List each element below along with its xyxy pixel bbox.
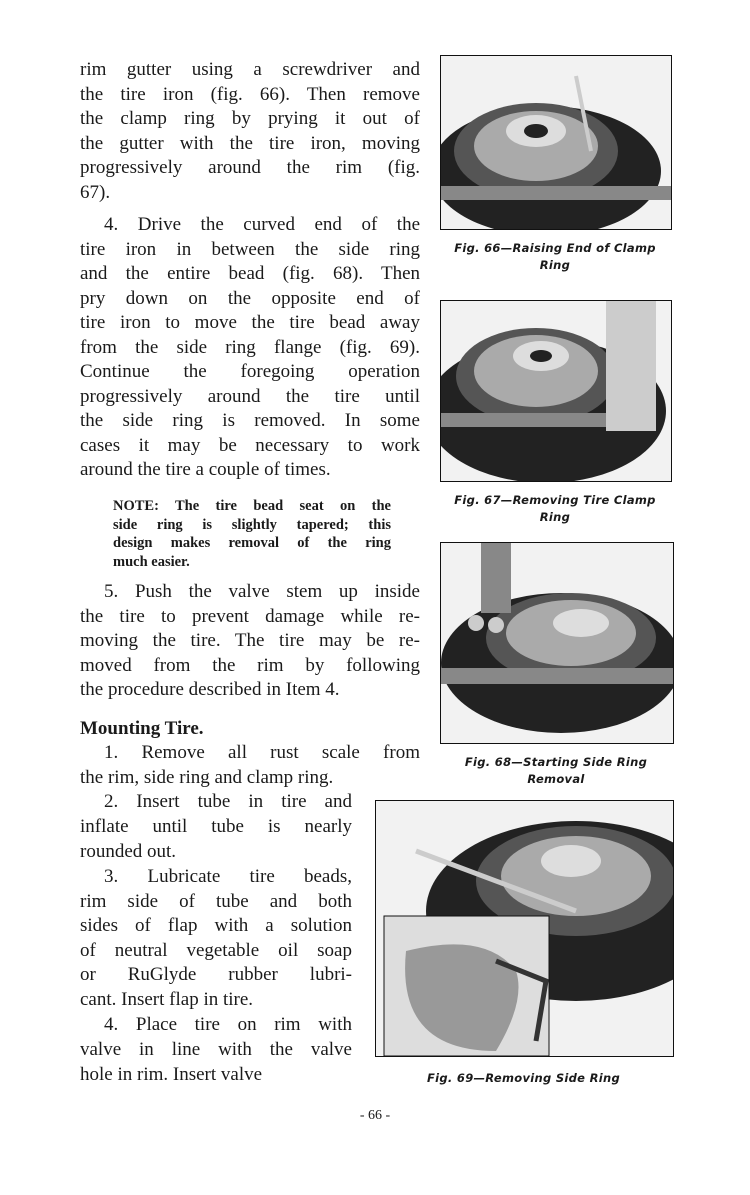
note-line: design makes removal of the ring — [113, 535, 391, 551]
caption-line: Ring — [539, 510, 571, 524]
mounting-tire-heading: Mounting Tire. — [80, 718, 204, 739]
fig-66-image — [440, 55, 672, 230]
fig-69-image — [375, 800, 674, 1057]
text-line: 67). — [80, 182, 111, 203]
text-line: the gutter with the tire iron, moving — [80, 132, 420, 154]
text-line: the rim, side ring and clamp ring. — [80, 766, 334, 788]
text-line: 1. Remove all rust scale from — [104, 742, 420, 763]
caption-line: Ring — [539, 258, 571, 272]
fig-67-caption — [440, 492, 670, 526]
text-line: the side ring is removed. In some — [80, 410, 420, 431]
text-line: sides of flap with a solution — [80, 915, 352, 937]
page-number: - 66 - — [359, 1108, 391, 1123]
text-line: tire iron to move the tire bead away — [80, 312, 420, 333]
fig-69-caption — [375, 1070, 672, 1087]
fig-68-caption — [440, 754, 672, 788]
text-line: cases it may be necessary to work — [80, 434, 420, 456]
text-line: or RuGlyde rubber lubri- — [80, 964, 352, 986]
text-line: the tire to prevent damage while re- — [80, 605, 420, 627]
text-line: pry down on the opposite end of — [80, 287, 420, 309]
text-line: around the tire a couple of times. — [80, 459, 331, 480]
fig-66-caption — [440, 240, 670, 274]
text-line: 4. Drive the curved end of the — [104, 214, 420, 235]
text-line: progressively around the tire until — [80, 385, 420, 407]
text-line: valve in line with the valve — [80, 1038, 352, 1060]
text-line: Continue the foregoing operation — [80, 361, 420, 382]
text-line: the tire iron (fig. 66). Then remove — [80, 83, 420, 105]
text-line: rim side of tube and both — [80, 890, 352, 912]
text-line: inflate until tube is nearly — [80, 815, 352, 837]
caption-line: Fig. 68—Starting Side Ring — [464, 755, 648, 769]
text-line: hole in rim. Insert valve — [80, 1063, 263, 1085]
text-line: tire iron in between the side ring — [80, 238, 420, 260]
caption-line: Fig. 69—Removing Side Ring — [426, 1071, 620, 1085]
text-line: progressively around the rim (fig. — [80, 157, 420, 179]
caption-line: Fig. 67—Removing Tire Clamp — [454, 493, 656, 507]
text-line: moved from the rim by following — [80, 654, 420, 676]
text-line: 5. Push the valve stem up inside — [104, 581, 420, 602]
note-line: much easier. — [113, 553, 190, 570]
text-line: 4. Place tire on rim with — [104, 1014, 352, 1035]
text-line: the procedure described in Item 4. — [80, 679, 340, 700]
text-line: cant. Insert flap in tire. — [80, 989, 254, 1010]
caption-line: Fig. 66—Raising End of Clamp — [454, 241, 656, 255]
caption-line: Removal — [527, 772, 585, 786]
text-line: moving the tire. The tire may be re- — [80, 630, 420, 651]
note-line: NOTE: The tire bead seat on the — [113, 498, 391, 514]
text-line: 2. Insert tube in tire and — [104, 791, 352, 812]
fig-68-image — [440, 542, 674, 744]
text-line: the clamp ring by prying it out of — [80, 108, 420, 130]
fig-67-image — [440, 300, 672, 482]
text-line: rim gutter using a screwdriver and — [80, 59, 420, 80]
note-line: side ring is slightly tapered; this — [113, 516, 391, 533]
text-line: from the side ring flange (fig. 69). — [80, 336, 420, 358]
text-line: rounded out. — [80, 840, 177, 862]
text-line: and the entire bead (fig. 68). Then — [80, 263, 420, 284]
text-line: 3. Lubricate tire beads, — [104, 866, 352, 887]
text-line: of neutral vegetable oil soap — [80, 939, 352, 961]
